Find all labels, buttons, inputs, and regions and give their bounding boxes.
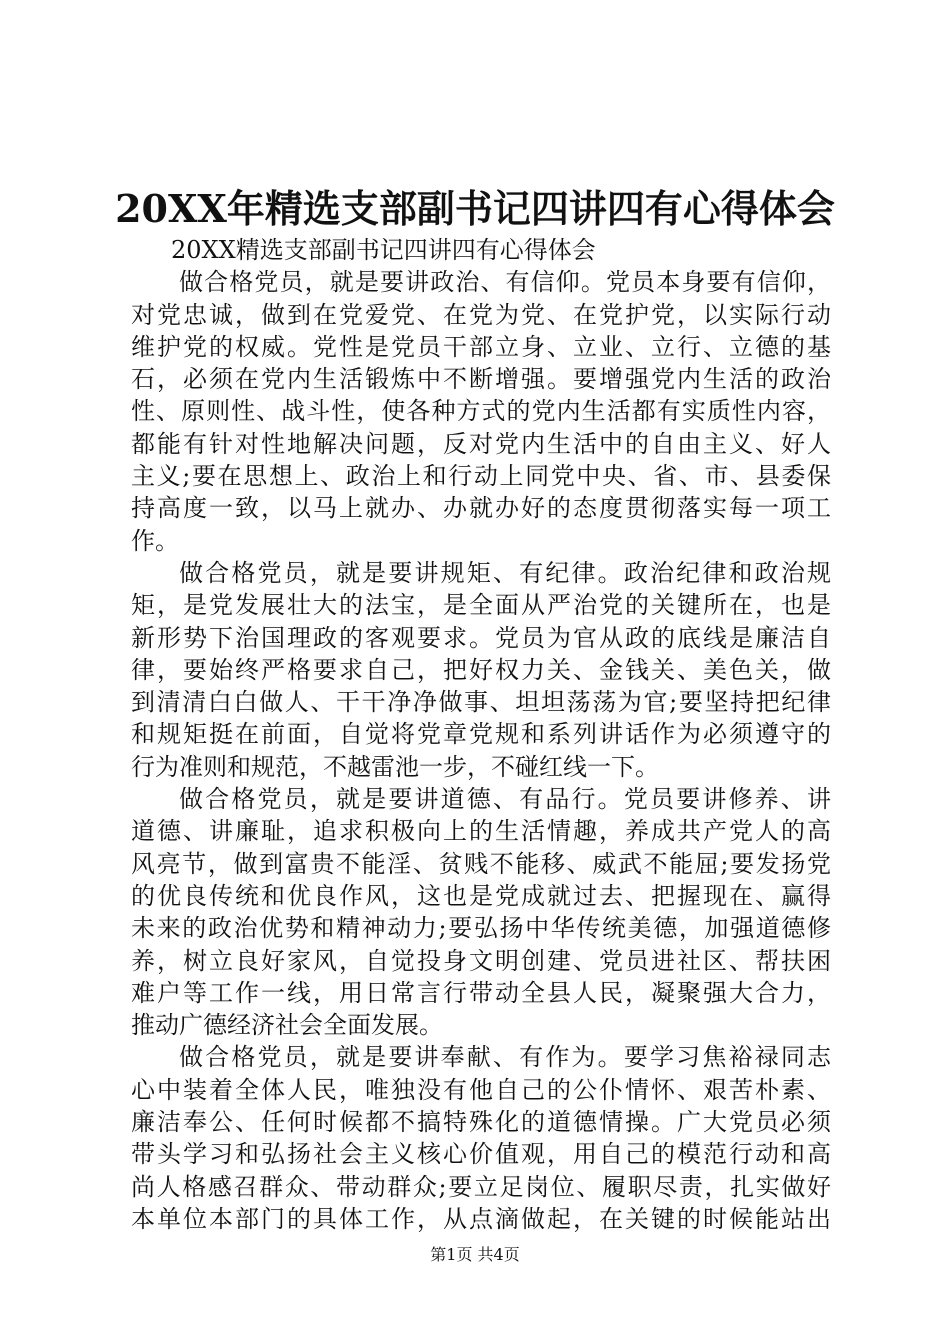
text-line: 矩，是党发展壮大的法宝，是全面从严治党的关键所在，也是 [131, 591, 831, 620]
text-line: 推动广德经济社会全面发展。 [131, 1011, 443, 1040]
document-title: 20XX年精选支部副书记四讲四有心得体会 [115, 186, 835, 231]
text-line: 道德、讲廉耻，追求积极向上的生活情趣，养成共产党人的高 [131, 817, 831, 846]
document-body [131, 234, 831, 1235]
document-subtitle: 20XX精选支部副书记四讲四有心得体会 [171, 236, 596, 264]
text-line: 做合格党员，就是要讲规矩、有纪律。政治纪律和政治规 [179, 558, 831, 587]
text-line: 性、原则性、战斗性，使各种方式的党内生活都有实质性内容， [131, 397, 831, 426]
paragraph-1 [131, 266, 831, 557]
text-line: 律，要始终严格要求自己，把好权力关、金钱关、美色关，做 [131, 655, 831, 684]
text-line: 新形势下治国理政的客观要求。党员为官从政的底线是廉洁自 [131, 623, 831, 652]
text-line: 持高度一致，以马上就办、办就办好的态度贯彻落实每一项工 [131, 494, 831, 523]
paragraph-3 [131, 783, 831, 1041]
text-line: 做合格党员，就是要讲道德、有品行。党员要讲修养、讲 [179, 785, 831, 814]
text-line: 到清清白白做人、干干净净做事、坦坦荡荡为官;要坚持把纪律 [131, 688, 831, 717]
text-line: 作。 [131, 526, 179, 555]
text-line: 心中装着全体人民，唯独没有他自己的公仆情怀、艰苦朴素、 [131, 1075, 831, 1104]
text-line: 维护党的权威。党性是党员干部立身、立业、立行、立德的基 [131, 332, 831, 361]
text-line: 养，树立良好家风，自觉投身文明创建、党员进社区、帮扶困 [131, 946, 831, 975]
text-line: 难户等工作一线，用日常言行带动全县人民，凝聚强大合力， [131, 978, 831, 1007]
text-line: 本单位本部门的具体工作，从点滴做起，在关键的时候能站出 [131, 1204, 831, 1233]
text-line: 行为准则和规范，不越雷池一步，不碰红线一下。 [131, 752, 659, 781]
text-line: 做合格党员，就是要讲奉献、有作为。要学习焦裕禄同志 [179, 1043, 831, 1072]
text-line: 尚人格感召群众、带动群众;要立足岗位、履职尽责，扎实做好 [131, 1172, 831, 1201]
text-line: 带头学习和弘扬社会主义核心价值观，用自己的模范行动和高 [131, 1140, 831, 1169]
page-footer: 第1页 共4页 [430, 1245, 520, 1264]
text-line: 和规矩挺在前面，自觉将党章党规和系列讲话作为必须遵守的 [131, 720, 831, 749]
text-line: 风亮节，做到富贵不能淫、贫贱不能移、威武不能屈;要发扬党 [131, 849, 831, 878]
text-line: 主义;要在思想上、政治上和行动上同党中央、省、市、县委保 [131, 462, 831, 491]
text-line: 未来的政治优势和精神动力;要弘扬中华传统美德，加强道德修 [131, 914, 831, 943]
text-line: 对党忠诚，做到在党爱党、在党为党、在党护党，以实际行动 [131, 300, 831, 329]
paragraph-2 [131, 557, 831, 783]
paragraph-4 [131, 1041, 831, 1235]
text-line: 都能有针对性地解决问题，反对党内生活中的自由主义、好人 [131, 429, 831, 458]
text-line: 廉洁奉公、任何时候都不搞特殊化的道德情操。广大党员必须 [131, 1108, 831, 1137]
text-line: 做合格党员，就是要讲政治、有信仰。党员本身要有信仰， [179, 268, 831, 297]
text-line: 的优良传统和优良作风，这也是党成就过去、把握现在、赢得 [131, 881, 831, 910]
text-line: 石，必须在党内生活锻炼中不断增强。要增强党内生活的政治 [131, 365, 831, 394]
